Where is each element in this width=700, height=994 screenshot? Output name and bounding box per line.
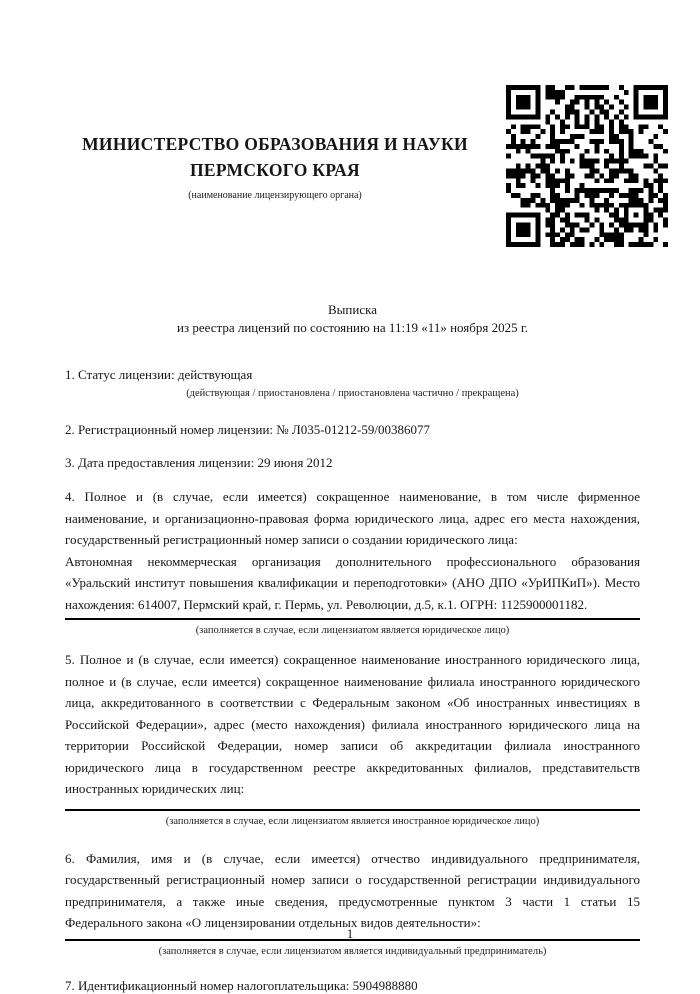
entrepreneur-question: 6. Фамилия, имя и (в случае, если имеется) отчество индивидуального предпринимателя, государственный регистрационный номер записи о государственной регистрации индивидуального предпринимателя, а также иные сведения, предусмотренные пунктом 3 части 1 статьи 15 Федерального закона «О лицензировании отдельных видов деятельности»: [65, 850, 640, 930]
document-title-block [65, 301, 640, 336]
licensing-authority-caption: (наименование лицензирующего органа) [188, 190, 362, 201]
qr-code-icon [506, 85, 668, 247]
entrepreneur-caption: (заполняется в случае, если лицензиатом является индивидуальный предприниматель) [158, 945, 547, 957]
item-registration-number: 2. Регистрационный номер лицензии: № Л035-01212-59/00386077 [65, 422, 431, 437]
licensing-authority-name [65, 131, 485, 183]
item-legal-entity-info [65, 486, 640, 637]
document-subtitle: из реестра лицензий по состоянию на 11:19 «11» ноября 2025 г. [177, 319, 528, 335]
legal-entity-question: 4. Полное и (в случае, если имеется) сокращенное наименование, в том числе фирменное наименование, и организационно-правовая форма юридического лица, адрес его места нахождения, государственный регистрационный номер записи о создании юридического лица: [65, 489, 640, 547]
foreign-entity-caption: (заполняется в случае, если лицензиатом является иностранное юридическое лицо) [165, 815, 540, 827]
document-header [65, 131, 485, 201]
blank-answer-space [65, 800, 640, 809]
item-license-grant-date: 3. Дата предоставления лицензии: 29 июня 2012 [65, 455, 333, 470]
foreign-entity-question: 5. Полное и (в случае, если имеется) сокращенное наименование иностранного юридического лица, полное и (в случае, если имеется) сокращенное наименование филиала иностранного юридического лица, аккредитованного в соответствии с Федеральным законом «Об иностранных инвестициях в Российской Федерации», адрес (место нахождения) филиала иностранного юридического лица на территории Российской Федерации, номер записи об аккредитации филиала иностранного юридического лица в государственном реестре аккредитованных филиалов, представительств иностранных юридических лиц: [65, 652, 640, 796]
ministry-name-line2: ПЕРМСКОГО КРАЯ [190, 160, 360, 180]
license-status-options-caption: (действующая / приостановлена / приостановлена частично / прекращена) [186, 388, 519, 399]
item-license-status [65, 366, 640, 400]
item-foreign-entity-info [65, 649, 640, 828]
legal-entity-answer: Автономная некоммерческая организация дополнительного профессионального образования «Уральский институт повышения квалификации и переподготовки» (АНО ДПО «УрИПКиП»). Место нахождения: 614007, Пермский край, г. Пермь, ул. Революции, д.5, к.1. ОГРН: 1125900001182. [65, 553, 640, 612]
ministry-name-line1: МИНИСТЕРСТВО ОБРАЗОВАНИЯ И НАУКИ [82, 134, 468, 154]
document-body [65, 366, 640, 994]
document-title: Выписка [328, 302, 377, 317]
legal-entity-caption: (заполняется в случае, если лицензиатом является юридическое лицо) [195, 625, 510, 636]
page-number: 1 [346, 926, 354, 941]
license-status-text: 1. Статус лицензии: действующая [65, 367, 253, 382]
item-taxpayer-id: 7. Идентификационный номер налогоплательщика: 5904988880 [65, 977, 418, 993]
fill-in-line [65, 809, 640, 811]
fill-in-line [65, 618, 640, 620]
